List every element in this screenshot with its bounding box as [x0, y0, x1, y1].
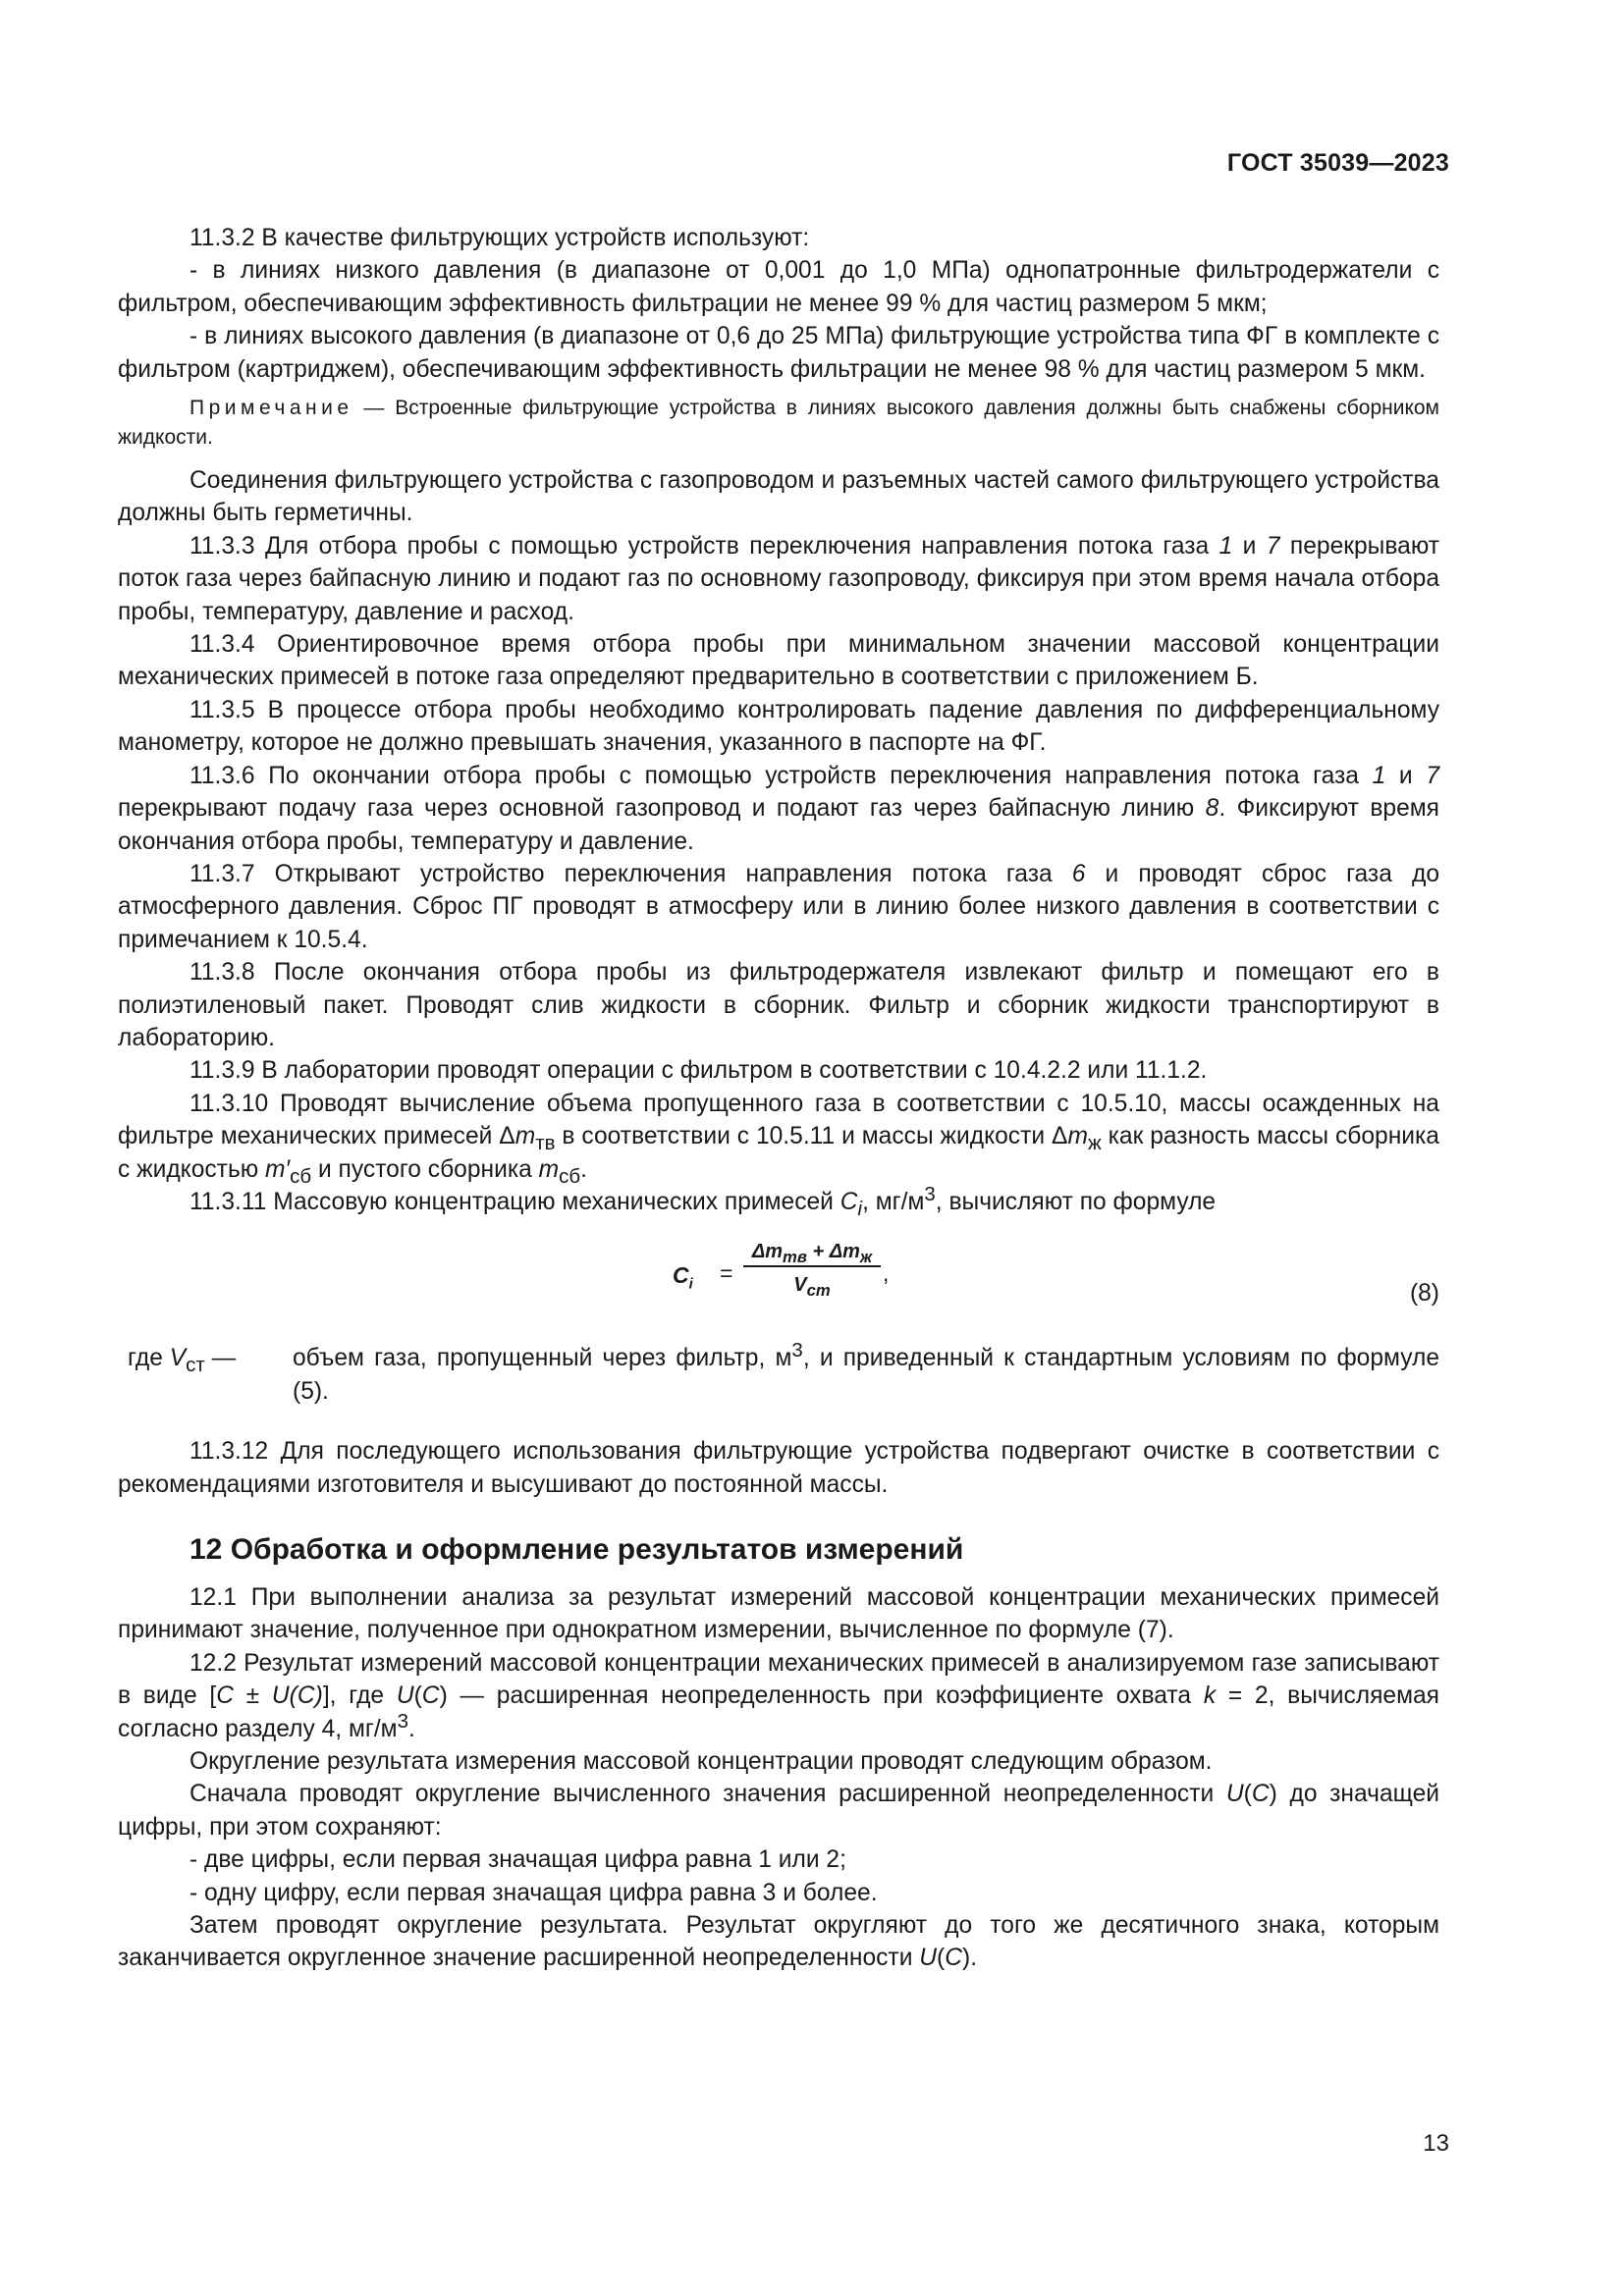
formula-numerator: $\Delta m_{тв} + \Delta m_ж$: [751, 1241, 873, 1267]
paragraph: 11.3.2 В качестве фильтрующих устройств используют:: [189, 225, 810, 251]
paragraph: 12.1 При выполнении анализа за результат измерений массовой концентрации механических примесей принимают значение, полученное при однократном измерении, вычисленное по формуле (7).: [118, 1584, 1439, 1644]
formula-lhs: $C_i$: [673, 1262, 693, 1293]
formula-legend: [118, 1339, 1440, 1408]
formula-fraction: [743, 1236, 881, 1302]
paragraph: 11.3.9 В лаборатории проводят операции с фильтром в соответствии с 10.4.2.2 или 11.1.2.: [189, 1057, 1208, 1085]
paragraph: Сначала проводят округление вычисленного значения расширенной неопределенности U(C) до значащей цифры, при этом сохраняют:: [118, 1781, 1440, 1841]
formula-8: $C_i$ = $\Delta m_{тв} + \Delta m_ж$ $V_{ст}$ , (8): [118, 1232, 1439, 1324]
list-item: - одну цифру, если первая значащая цифра равна 3 и более.: [189, 1879, 878, 1906]
paragraph: 11.3.8 После окончания отбора пробы из фильтродержателя извлекают фильтр и помещают его в полиэтиленовый пакет. Проводят слив жидкости в сборник. Фильтр и сборник жидкости транспортируют в лабораторию.: [118, 959, 1439, 1051]
paragraph: Затем проводят округление результата. Результат округляют до того же десятичного знака, которым заканчивается округленное значение расширенной неопределенности U(C).: [118, 1912, 1439, 1972]
paragraph: Округление результата измерения массовой концентрации проводят следующим образом.: [189, 1748, 1213, 1776]
note-label: Примечание: [189, 397, 353, 420]
standard-header: ГОСТ 35039—2023: [1226, 149, 1449, 177]
note: Примечание — Встроенные фильтрующие устройства в линиях высокого давления должны быть снабжены сборником жидкости.: [118, 397, 1439, 450]
page-number: 13: [1423, 2130, 1449, 2157]
paragraph: 11.3.3 Для отбора пробы с помощью устройств переключения направления потока газа 1 и 7 перекрывают поток газа через байпасную линию и подают газ по основному газопроводу, фиксируя при этом время начала отбора пробы, температуру, давление и расход.: [118, 532, 1439, 625]
paragraph: 11.3.10 Проводят вычисление объема пропущенного газа в соответствии с 10.5.10, массы осажденных на фильтре механических примесей $\Delta m_{тв}$ в соответствии с 10.5.11 и массы жидкости $\Delta m_ж$ как разность массы сборника с жидкостью $m'_{сб}$ и пустого сборника $m_{сб}$.: [118, 1090, 1439, 1188]
paragraph: 11.3.4 Ориентировочное время отбора пробы при минимальном значении массовой концентрации механических примесей в потоке газа определяют предварительно в соответствии с приложением Б.: [118, 631, 1439, 691]
section-heading: 12 Обработка и оформление результатов измерений: [189, 1533, 964, 1566]
paragraph: 11.3.11 Массовую концентрацию механических примесей $C_i$, $мг/м^3$, вычисляют по формуле: [189, 1182, 1217, 1220]
legend-description: объем газа, пропущенный через фильтр, $м^3$, и приведенный к стандартным условиям по формуле (5).: [293, 1339, 1440, 1405]
list-item: - в линиях высокого давления (в диапазоне от 0,6 до 25 МПа) фильтрующие устройства типа ФГ в комплекте с фильтром (картриджем), обеспечивающим эффективность фильтрации не менее 98 % для частиц размером 5 мкм.: [118, 323, 1439, 383]
legend-symbol: где $V_{ст}$ —: [128, 1345, 237, 1377]
paragraph: 11.3.7 Открывают устройство переключения направления потока газа 6 и проводят сброс газа до атмосферного давления. Сброс ПГ проводят в атмосферу или в линию более низкого давления в соответствии с примечанием к 10.5.4.: [118, 860, 1440, 953]
formula-number: (8): [1409, 1280, 1439, 1308]
paragraph: Соединения фильтрующего устройства с газопроводом и разъемных частей самого фильтрующего устройства должны быть герметичны.: [118, 467, 1439, 527]
document-body: [118, 222, 1439, 1975]
paragraph: 12.2 Результат измерений массовой концентрации механических примесей в анализируемом газе записывают в виде [C ± U(C)], где U(C) — расширенная неопределенность при коэффициенте охвата k = 2, вычисляемая согласно разделу 4, $мг/м^3$.: [118, 1649, 1439, 1742]
paragraph: 11.3.5 В процессе отбора пробы необходимо контролировать падение давления по дифференциальному манометру, которое не должно превышать значения, указанного в паспорте на ФГ.: [118, 696, 1439, 757]
formula-equals: =: [720, 1260, 733, 1287]
paragraph: 11.3.6 По окончании отбора пробы с помощью устройств переключения направления потока газа 1 и 7 перекрывают подачу газа через основной газопровод и подают газ через байпасную линию 8. Фиксируют время окончания отбора пробы, температуру и давление.: [118, 762, 1440, 855]
list-item: - две цифры, если первая значащая цифра равна 1 или 2;: [189, 1846, 846, 1874]
list-item: - в линиях низкого давления (в диапазоне от 0,001 до 1,0 МПа) однопатронные фильтродержатели с фильтром, обеспечивающим эффективность фильтрации не менее 99 % для частиц размером 5 мкм;: [118, 257, 1439, 317]
paragraph: 11.3.12 Для последующего использования фильтрующие устройства подвергают очистке в соответствии с рекомендациями изготовителя и высушивают до постоянной массы.: [118, 1438, 1439, 1498]
formula-denominator: $V_{ст}$: [793, 1274, 831, 1301]
